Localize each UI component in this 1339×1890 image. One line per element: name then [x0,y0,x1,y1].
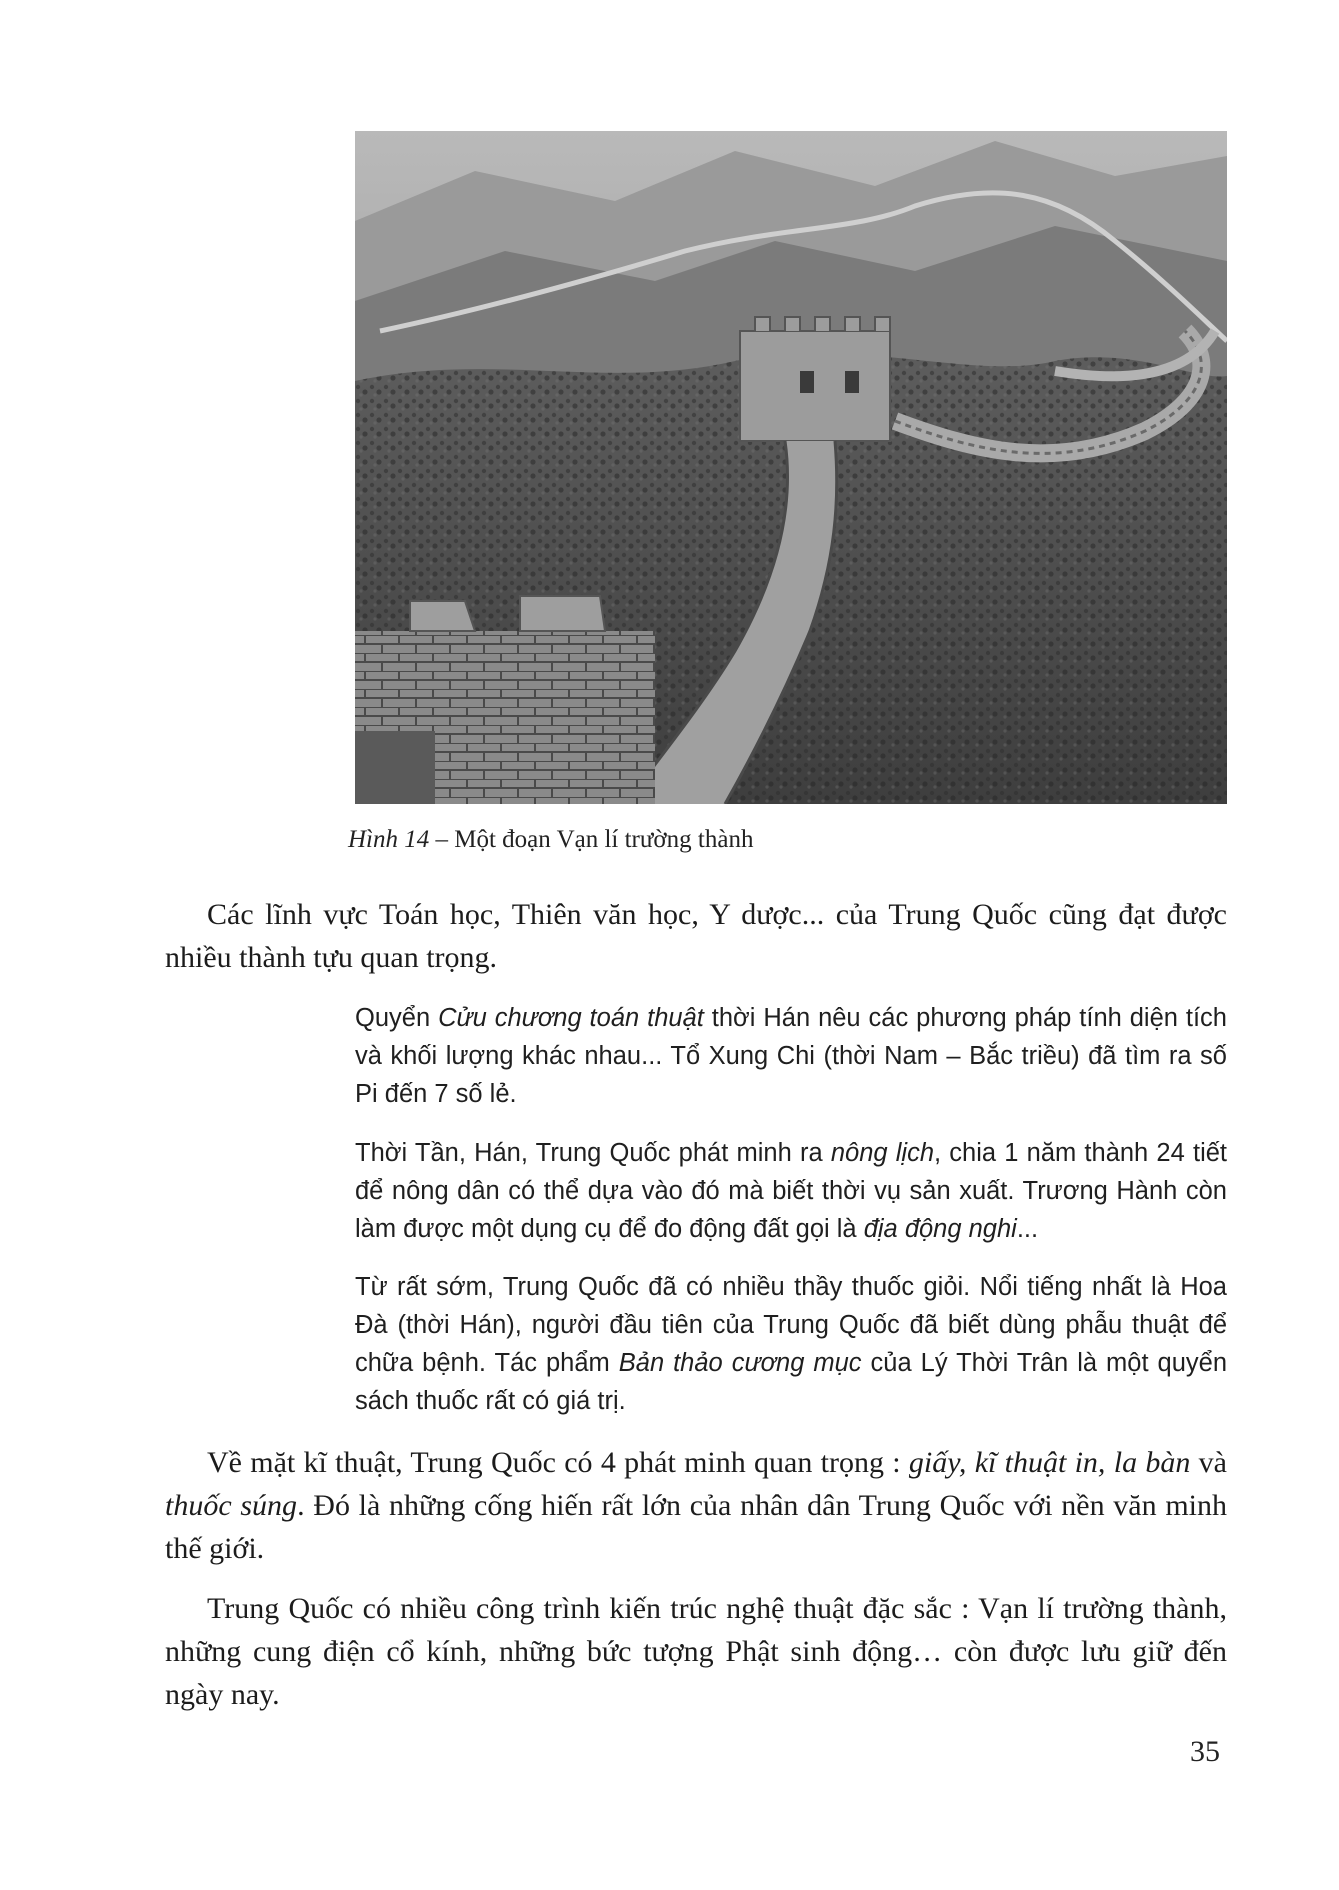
note-astronomy-term-seismoscope: địa động nghi [863,1215,1017,1243]
great-wall-illustration [355,131,1227,804]
note-mathematics [355,999,1227,1113]
figure-caption [348,826,753,854]
paragraph-architecture-text: Trung Quốc có nhiều công trình kiến trúc nghệ thuật đặc sắc : Vạn lí trường thành, những cung điện cổ kính, những bức tượng Phật sinh động… còn được lưu giữ đến ngày nay. [165,1592,1227,1711]
paragraph-inventions-text-2: và [1190,1446,1227,1479]
paragraph-architecture [165,1587,1227,1716]
paragraph-inventions [165,1441,1227,1570]
note-medicine-text-2: của Lý Thời Trân là một quyển sách thuốc rất có giá trị. [355,1349,1228,1415]
note-medicine-book-title: Bản thảo cương mục [618,1349,862,1377]
note-astronomy-text-1: Thời Tần, Hán, Trung Quốc phát minh ra [355,1139,831,1167]
note-astronomy-text-2: , chia 1 năm thành 24 tiết để nông dân có thể dựa vào đó mà biết thời vụ sản xuất. Trương Hành còn làm được một dụng cụ để đo động đất gọi là [355,1139,1227,1243]
note-astronomy-text-3: ... [1016,1215,1039,1243]
note-medicine-text-1: Từ rất sớm, Trung Quốc đã có nhiều thầy thuốc giỏi. Nổi tiếng nhất là Hoa Đà (thời Hán), người đầu tiên của Trung Quốc đã biết dùng phẫu thuật để chữa bệnh. Tác phẩm [355,1273,1227,1377]
paragraph-achievements-text: Các lĩnh vực Toán học, Thiên văn học, Y dược... của Trung Quốc cũng đạt được nhiều thành tựu quan trọng. [165,898,1227,974]
note-mathematics-text-1: Quyển [355,1004,439,1032]
note-medicine [355,1268,1227,1420]
paragraph-inventions-list: giấy, kĩ thuật in, la bàn [908,1446,1191,1479]
note-astronomy [355,1134,1227,1248]
paragraph-inventions-text-1: Về mặt kĩ thuật, Trung Quốc có 4 phát minh quan trọng : [207,1446,909,1479]
paragraph-achievements [165,893,1227,979]
paragraph-inventions-text-3: . Đó là những cống hiến rất lớn của nhân dân Trung Quốc với nền văn minh thế giới. [165,1489,1228,1565]
great-wall-photo [355,131,1227,804]
figure-caption-label: Hình 14 [348,826,430,853]
note-mathematics-book-title: Cửu chương toán thuật [438,1004,704,1032]
note-mathematics-text-2: thời Hán nêu các phương pháp tính diện tích và khối lượng khác nhau... Tổ Xung Chi (thời Nam – Bắc triều) đã tìm ra số Pi đến 7 số lẻ. [355,1004,1227,1108]
paragraph-inventions-gunpowder: thuốc súng [165,1489,298,1522]
page-number: 35 [1190,1735,1220,1768]
figure-caption-text: – Một đoạn Vạn lí trường thành [429,826,754,853]
note-astronomy-term-calendar: nông lịch [830,1139,935,1167]
